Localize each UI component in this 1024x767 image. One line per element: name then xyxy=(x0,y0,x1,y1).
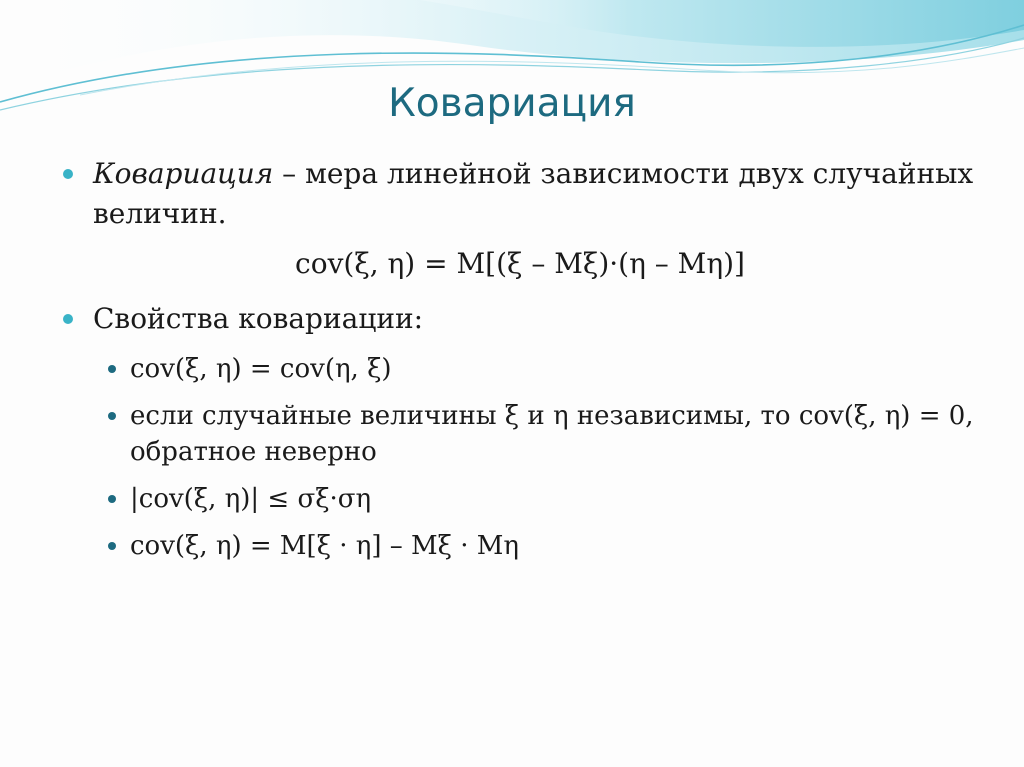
properties-list xyxy=(100,351,980,564)
definition-term: Ковариация xyxy=(93,157,274,190)
property-text: cov(ξ, η) = cov(η, ξ) xyxy=(130,354,392,384)
sub-bullet-dot-icon xyxy=(108,412,116,420)
definition-text: – мера линейной зависимости двух случайных величин. xyxy=(93,157,974,230)
definition-bullet xyxy=(60,154,980,234)
sub-bullet-dot-icon xyxy=(108,542,116,550)
property-item-3 xyxy=(100,481,980,517)
property-text: если случайные величины ξ и η независимы, то cov(ξ, η) = 0, обратное неверно xyxy=(130,401,974,467)
covariance-formula: cov(ξ, η) = M[(ξ – Mξ)·(η – Mη)] xyxy=(295,247,745,280)
sub-bullet-dot-icon xyxy=(108,365,116,373)
sub-bullet-dot-icon xyxy=(108,495,116,503)
properties-heading: Свойства ковариации: xyxy=(93,302,424,335)
bullet-dot-icon xyxy=(63,314,73,324)
property-item-2 xyxy=(100,398,980,470)
slide-content xyxy=(60,150,980,575)
bullet-dot-icon xyxy=(63,169,73,179)
property-item-1 xyxy=(100,351,980,387)
slide-title: Ковариация xyxy=(388,81,636,126)
property-text: |cov(ξ, η)| ≤ σξ·ση xyxy=(130,484,372,514)
properties-bullet xyxy=(60,299,980,339)
property-text: cov(ξ, η) = M[ξ · η] – Mξ · Mη xyxy=(130,531,519,561)
property-item-4 xyxy=(100,528,980,564)
